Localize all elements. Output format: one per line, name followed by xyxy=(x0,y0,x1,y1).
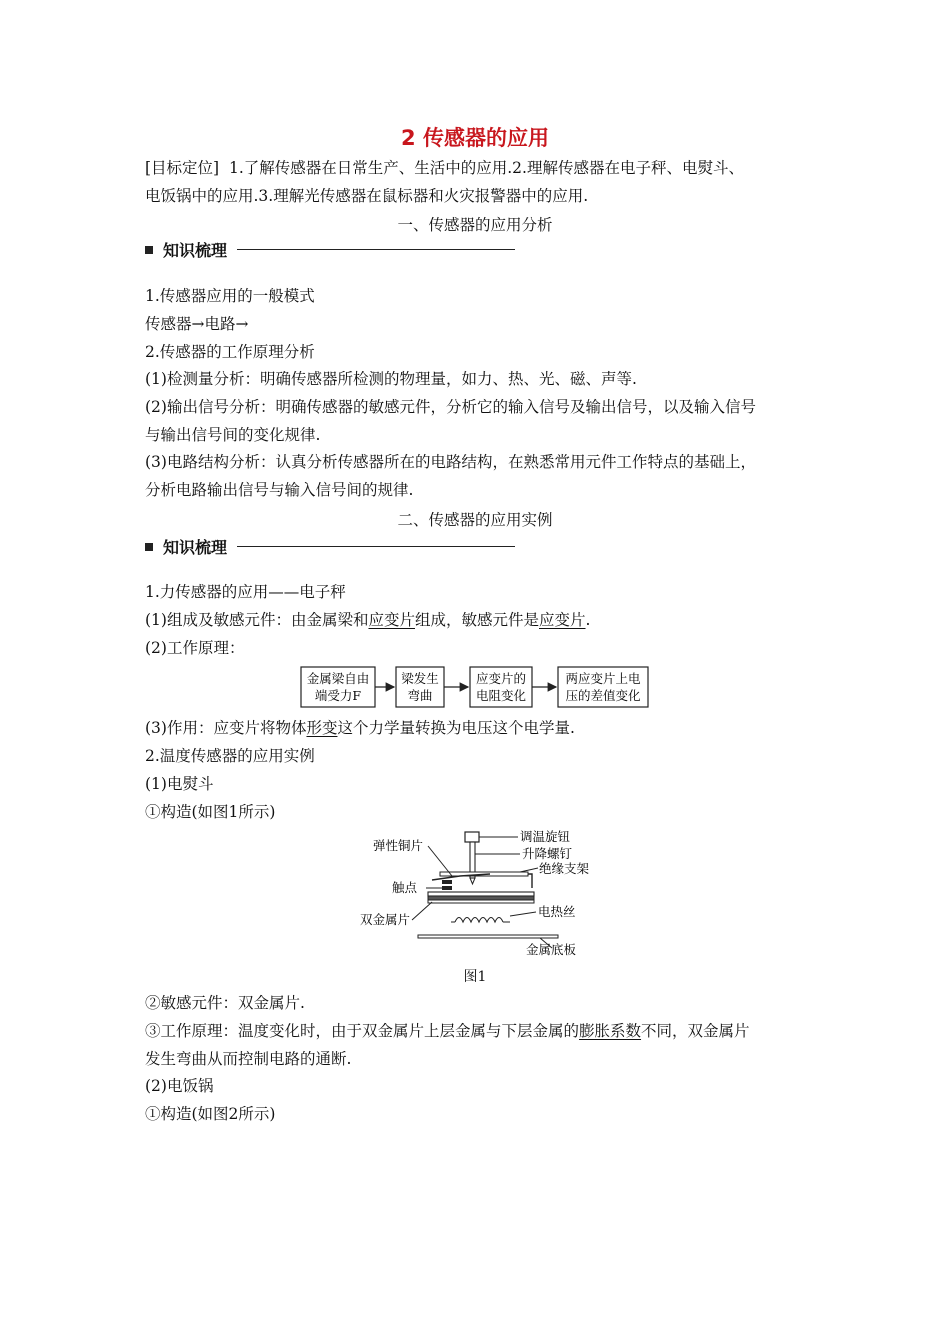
section-header: 知识梳理 xyxy=(145,238,515,261)
flow-box xyxy=(558,667,648,707)
goal-label: [目标定位] xyxy=(145,159,220,177)
svg-text:弯曲: 弯曲 xyxy=(407,688,433,703)
section-header: 知识梳理 xyxy=(145,535,515,558)
square-bullet-icon xyxy=(145,543,153,551)
svg-text:金属梁自由: 金属梁自由 xyxy=(306,671,370,686)
knob-icon xyxy=(465,832,479,842)
contact-icon xyxy=(442,880,452,884)
page-title: 2 传感器的应用 xyxy=(401,126,549,150)
paragraph-line: 发生弯曲从而控制电路的通断. xyxy=(145,1050,352,1068)
paragraph-line: (2)工作原理： xyxy=(145,639,245,657)
paragraph-line: 传感器→电路→ xyxy=(145,315,249,333)
label-bracket: 绝缘支架 xyxy=(539,861,590,876)
paragraph-line: (1)检测量分析：明确传感器所检测的物理量，如力、热、光、磁、声等. xyxy=(145,370,637,388)
flow-box xyxy=(301,667,375,707)
label-screw: 升降螺钉 xyxy=(522,846,573,861)
part1-heading: 一、传感器的应用分析 xyxy=(397,216,553,234)
flow-box xyxy=(470,667,532,707)
paragraph-line: (2)输出信号分析：明确传感器的敏感元件，分析它的输入信号及输出信号，以及输入信号 xyxy=(145,398,756,416)
goal-line-1: [目标定位] 1.了解传感器在日常生产、生活中的应用.2.理解传感器在电子秤、电熨斗、 xyxy=(145,159,744,177)
underlined-answer: 应变片 xyxy=(539,611,586,629)
flow-box xyxy=(396,667,444,707)
flow-diagram xyxy=(300,665,652,709)
svg-text:端受力F: 端受力F xyxy=(314,688,362,703)
iron-figure xyxy=(340,828,620,960)
divider xyxy=(237,249,515,250)
label-bimetal: 双金属片 xyxy=(360,912,411,927)
base-plate-shape xyxy=(418,935,558,938)
svg-text:应变片的: 应变片的 xyxy=(475,671,527,686)
svg-text:两应变片上电: 两应变片上电 xyxy=(565,671,641,686)
svg-text:梁发生: 梁发生 xyxy=(401,671,439,686)
paragraph-line: 1.传感器应用的一般模式 xyxy=(145,287,315,305)
paragraph-line: (2)电饭锅 xyxy=(145,1077,214,1095)
underlined-answer: 应变片 xyxy=(368,611,415,629)
paragraph-line: ③工作原理：温度变化时，由于双金属片上层金属与下层金属的膨胀系数不同，双金属片 xyxy=(145,1022,750,1040)
bimetal-shape xyxy=(428,892,534,896)
paragraph-line: 2.传感器的工作原理分析 xyxy=(145,343,315,361)
paragraph-line: ①构造(如图1所示) xyxy=(145,803,276,821)
goal-line-2: 电饭锅中的应用.3.理解光传感器在鼠标器和火灾报警器中的应用. xyxy=(145,187,589,205)
heater-coil-icon xyxy=(451,918,510,923)
paragraph-line: 与输出信号间的变化规律. xyxy=(145,426,321,444)
paragraph-line: (1)组成及敏感元件：由金属梁和应变片组成，敏感元件是应变片. xyxy=(145,611,591,629)
square-bullet-icon xyxy=(145,246,153,254)
label-contact: 触点 xyxy=(392,880,418,895)
figure-caption: 图1 xyxy=(463,969,487,985)
part2-heading: 二、传感器的应用实例 xyxy=(397,511,553,529)
paragraph-line: 2.温度传感器的应用实例 xyxy=(145,747,315,765)
underlined-answer: 形变 xyxy=(306,719,338,737)
paragraph-line: (3)电路结构分析：认真分析传感器所在的电路结构，在熟悉常用元件工作特点的基础上， xyxy=(145,453,756,471)
paragraph-line: 1.力传感器的应用——电子秤 xyxy=(145,583,346,601)
paragraph-line: ②敏感元件：双金属片. xyxy=(145,994,305,1012)
paragraph-line: ①构造(如图2所示) xyxy=(145,1105,276,1123)
label-knob: 调温旋钮 xyxy=(520,829,571,844)
label-base: 金属底板 xyxy=(526,942,577,957)
label-heater: 电热丝 xyxy=(538,904,576,919)
label-spring: 弹性铜片 xyxy=(373,838,424,853)
paragraph-line: (1)电熨斗 xyxy=(145,775,214,793)
svg-text:电阻变化: 电阻变化 xyxy=(475,688,527,703)
paragraph-line: 分析电路输出信号与输入信号间的规律. xyxy=(145,481,414,499)
underlined-answer: 膨胀系数 xyxy=(579,1022,642,1040)
paragraph-line: (3)作用：应变片将物体形变这个力学量转换为电压这个电学量. xyxy=(145,719,575,737)
divider xyxy=(237,546,515,547)
svg-text:压的差值变化: 压的差值变化 xyxy=(565,688,641,703)
